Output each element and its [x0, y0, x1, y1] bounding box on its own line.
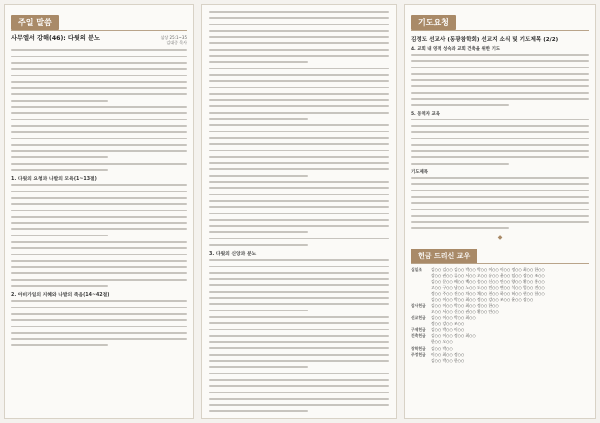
- text-line: [411, 227, 509, 229]
- text-line: [411, 92, 589, 94]
- text-line: [209, 213, 389, 215]
- text-line: [209, 150, 389, 152]
- offering-header: [411, 243, 589, 264]
- text-line: [11, 144, 187, 146]
- text-line: [209, 118, 308, 120]
- offering-names: 고○○ 구○○ 남○○ 노○○ 도○○ 민○○ 변○○ 석○○ 엄○○ 전○○: [431, 284, 545, 290]
- text-line: [411, 150, 589, 152]
- text-line: [11, 119, 187, 121]
- text-line: [209, 61, 308, 63]
- preacher: 김대중 목사: [166, 40, 187, 46]
- offering-names: 김○○ 박○○: [431, 345, 453, 351]
- text-line: [209, 17, 389, 19]
- text-line: [209, 175, 308, 177]
- text-line: [209, 187, 389, 189]
- text-line: [209, 11, 389, 13]
- prayer-title: 김정도 선교사 (동광참학회) 선교지 소식 및 기도제목 (2/2): [411, 37, 559, 43]
- offering-names: 강○○ 권○○ 류○○ 서○○ 오○○ 유○○ 윤○○ 임○○ 장○○ 조○○: [431, 272, 545, 278]
- text-line: [11, 68, 187, 70]
- text-line: [11, 307, 187, 309]
- offering-label: 헌금 드리신 교우: [411, 249, 477, 263]
- text-line: [11, 332, 187, 334]
- text-line: [11, 131, 187, 133]
- text-line: [411, 190, 589, 192]
- text-line: [209, 379, 389, 381]
- divider-icon: ◆: [497, 233, 503, 241]
- text-line: [11, 344, 108, 346]
- text-line: [209, 131, 389, 133]
- offering-names: 김○○ 김○○ 김○○ 박○○ 박○○ 이○○ 이○○ 정○○ 최○○ 한○○: [431, 266, 545, 272]
- text-line: [209, 329, 389, 331]
- text-line: [209, 105, 389, 107]
- offering-category: 주정헌금: [411, 351, 426, 357]
- text-line: [209, 80, 389, 82]
- text-line: [11, 106, 187, 108]
- text-line: [209, 162, 389, 164]
- text-line: [411, 138, 589, 140]
- text-line: [209, 360, 389, 362]
- offering-names: 김○○ 이○○ 박○○ 최○○: [431, 315, 476, 321]
- text-line: [411, 125, 589, 127]
- text-line: [209, 335, 389, 337]
- text-line: [209, 398, 389, 400]
- text-line: [411, 202, 589, 204]
- text-line: [209, 194, 389, 196]
- text-line: [11, 285, 108, 287]
- text-line: [209, 303, 389, 305]
- text-line: [209, 373, 389, 375]
- text-line: [209, 87, 389, 89]
- text-line: [209, 392, 389, 394]
- text-line: [209, 42, 389, 44]
- text-line: [209, 219, 389, 221]
- offering-row: [411, 358, 589, 364]
- text-line: [11, 338, 187, 340]
- text-line: [11, 62, 187, 64]
- text-line: [11, 272, 187, 274]
- text-line: [11, 313, 187, 315]
- offering-category: 십일조: [411, 266, 423, 272]
- text-line: [411, 183, 589, 185]
- offering-category: [411, 358, 431, 364]
- offering-names: 김○○ 문○○ 배○○ 백○○ 송○○ 신○○ 안○○ 양○○ 황○○ 홍○○: [431, 278, 545, 284]
- text-line: [209, 310, 308, 312]
- text-line: [11, 210, 187, 212]
- text-line: [411, 144, 589, 146]
- text-line: [209, 385, 389, 387]
- text-line: [411, 221, 589, 223]
- text-line: [209, 347, 389, 349]
- prayer-subhead-2: 5. 동역자 교육: [411, 111, 440, 117]
- text-line: [209, 55, 389, 57]
- text-line: [11, 197, 187, 199]
- text-line: [209, 36, 389, 38]
- offering-names: 정○○ 주○○ 진○○ 차○○ 채○○ 천○○ 하○○ 허○○ 현○○ 함○○: [431, 290, 545, 296]
- sermon-header: [11, 35, 187, 45]
- text-line: [209, 206, 389, 208]
- section-label: 주일 말씀: [11, 15, 59, 30]
- text-line: [11, 138, 187, 140]
- text-line: [11, 125, 187, 127]
- text-line: [11, 326, 187, 328]
- text-line: [209, 284, 389, 286]
- body-text-block: [411, 177, 589, 229]
- text-line: [209, 322, 389, 324]
- sermon-title: 사무엘서 강해(46): 다윗의 분노: [11, 35, 100, 42]
- offering-category: 구제헌금: [411, 327, 426, 333]
- text-line: [11, 150, 187, 152]
- text-line: [411, 67, 589, 69]
- offering-names: 한○○ 오○○: [431, 339, 453, 345]
- offering-names: 김○○ 이○○ 박○○ 최○○ 정○○ 강○○ 조○○ 윤○○ 장○○: [431, 297, 534, 303]
- text-line: [209, 259, 389, 261]
- prayer-column: [404, 4, 596, 419]
- text-line: [411, 177, 589, 179]
- section-header: [11, 10, 187, 31]
- text-line: [11, 222, 187, 224]
- text-line: [11, 156, 108, 158]
- text-line: [209, 266, 389, 268]
- text-line: [209, 404, 389, 406]
- text-line: [11, 260, 187, 262]
- text-line: [11, 247, 187, 249]
- text-line: [209, 99, 389, 101]
- text-line: [11, 241, 187, 243]
- body-text-block: [209, 11, 389, 246]
- sermon-heading-1: 1. 다윗의 요청과 나발의 모욕(1~13절): [11, 177, 97, 183]
- scripture-ref: 삼상 25:1~35: [160, 35, 187, 40]
- text-line: [209, 272, 389, 274]
- prayer-subhead-3: 기도제목: [411, 170, 428, 176]
- text-line: [11, 169, 108, 171]
- text-line: [209, 74, 389, 76]
- body-text-block: [209, 259, 389, 412]
- section-header: [411, 10, 589, 31]
- text-line: [209, 231, 308, 233]
- text-line: [209, 49, 389, 51]
- text-line: [209, 410, 308, 412]
- text-line: [11, 279, 187, 281]
- text-line: [411, 73, 589, 75]
- text-line: [209, 24, 389, 26]
- text-line: [209, 278, 389, 280]
- offering-names: 정○○ 강○○ 조○○: [431, 321, 465, 327]
- text-line: [209, 316, 389, 318]
- text-line: [411, 119, 589, 121]
- prayer-subhead-1: 4. 교회 내 영적 성숙과 교회 건축을 위한 기도: [411, 47, 501, 52]
- text-line: [209, 124, 389, 126]
- text-line: [11, 191, 187, 193]
- text-line: [11, 319, 187, 321]
- offering-names: 김○○ 이○○ 박○○ 최○○ 정○○ 한○○: [431, 303, 499, 309]
- text-line: [209, 297, 389, 299]
- text-line: [411, 215, 589, 217]
- text-line: [411, 156, 589, 158]
- offering-names: 김○○ 박○○ 이○○: [431, 327, 465, 333]
- sermon-meta: [161, 35, 187, 45]
- text-line: [209, 112, 389, 114]
- body-text-block: [411, 119, 589, 165]
- body-text-block: [11, 300, 187, 346]
- text-line: [411, 85, 589, 87]
- offering-list: [411, 267, 589, 364]
- sermon-heading-3: 3. 다윗의 신앙과 분노: [209, 252, 257, 258]
- text-line: [11, 56, 187, 58]
- offering-names: 김○○ 박○○ 한○○: [431, 357, 465, 363]
- text-line: [209, 354, 389, 356]
- text-line: [209, 225, 389, 227]
- text-line: [209, 68, 389, 70]
- offering-category: 장학헌금: [411, 345, 426, 351]
- text-line: [11, 300, 187, 302]
- text-line: [209, 238, 389, 240]
- text-line: [11, 112, 187, 114]
- text-line: [209, 244, 308, 246]
- text-line: [11, 216, 187, 218]
- text-line: [209, 30, 389, 32]
- text-line: [11, 93, 187, 95]
- text-line: [411, 98, 589, 100]
- text-line: [11, 228, 187, 230]
- section-label: 기도요청: [411, 15, 456, 30]
- text-line: [209, 137, 389, 139]
- text-line: [11, 163, 187, 165]
- text-line: [411, 104, 509, 106]
- text-line: [411, 54, 589, 56]
- offering-category: 건축헌금: [411, 333, 426, 339]
- text-line: [11, 87, 187, 89]
- sermon-continued-column: [201, 4, 397, 419]
- body-text-block: [11, 49, 187, 170]
- text-line: [209, 200, 389, 202]
- text-line: [411, 163, 509, 165]
- body-text-block: [411, 54, 589, 106]
- text-line: [11, 266, 187, 268]
- body-text-block: [11, 184, 187, 287]
- offering-category: 선교헌금: [411, 315, 426, 321]
- text-line: [209, 366, 308, 368]
- text-line: [411, 131, 589, 133]
- offering-names: 김○○ 이○○ 정○○ 최○○: [431, 333, 476, 339]
- text-line: [209, 341, 389, 343]
- text-line: [209, 181, 389, 183]
- text-line: [11, 203, 187, 205]
- text-line: [11, 81, 187, 83]
- offering-category: 감사헌금: [411, 303, 426, 309]
- text-line: [209, 291, 389, 293]
- text-line: [209, 93, 389, 95]
- sermon-column: [4, 4, 194, 419]
- text-line: [411, 209, 589, 211]
- text-line: [411, 196, 589, 198]
- text-line: [11, 235, 108, 237]
- text-line: [11, 254, 187, 256]
- text-line: [209, 143, 389, 145]
- text-line: [209, 168, 389, 170]
- offering-names: 이○○ 최○○ 정○○: [431, 351, 465, 357]
- offering-names: 오○○ 서○○ 신○○ 권○○ 황○○ 안○○: [431, 309, 499, 315]
- text-line: [411, 60, 589, 62]
- text-line: [411, 79, 589, 81]
- sermon-heading-2: 2. 아비가일의 지혜와 나발의 죽음(14~42절): [11, 293, 110, 299]
- text-line: [11, 49, 187, 51]
- text-line: [209, 156, 389, 158]
- text-line: [11, 75, 187, 77]
- text-line: [11, 100, 108, 102]
- text-line: [11, 184, 187, 186]
